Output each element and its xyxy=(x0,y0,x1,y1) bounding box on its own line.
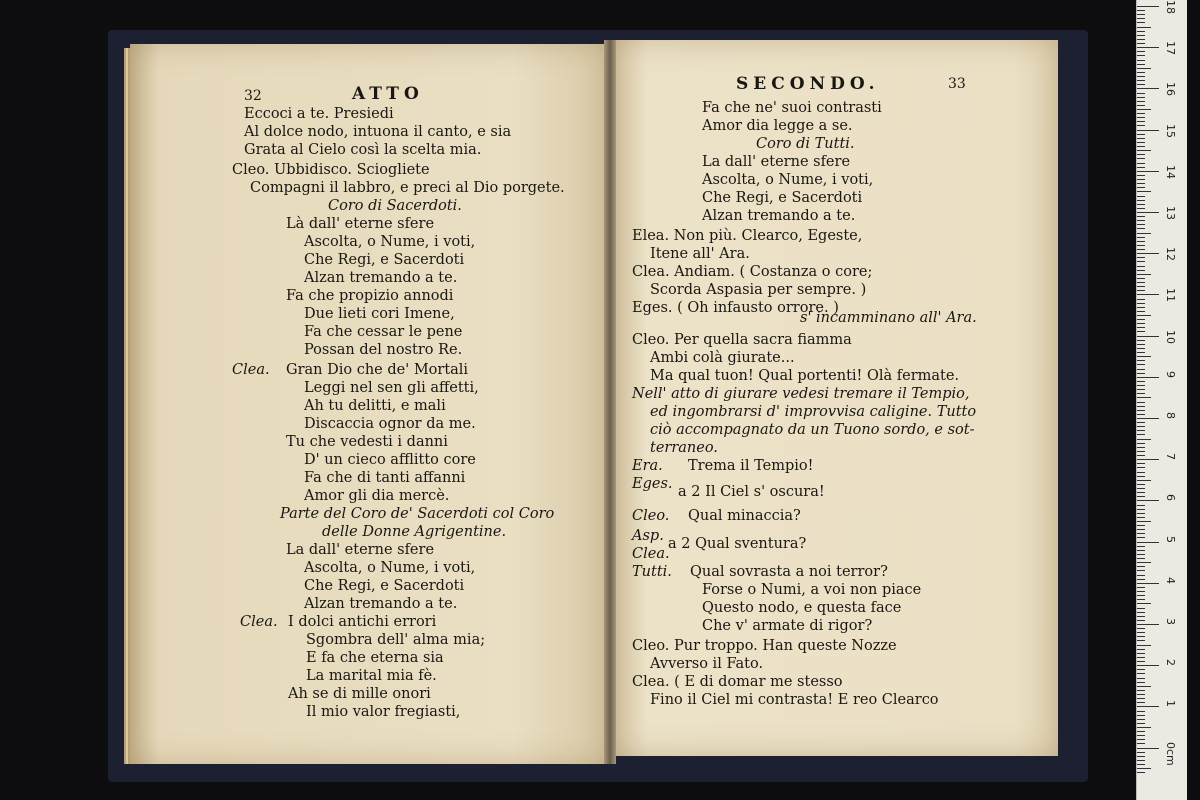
ruler-tick xyxy=(1137,422,1145,423)
ruler-tick xyxy=(1137,558,1145,559)
text-line: Scorda Aspasia per sempre. ) xyxy=(650,282,867,298)
ruler-tick xyxy=(1137,10,1145,11)
ruler-tick xyxy=(1137,426,1145,427)
ruler-tick xyxy=(1137,583,1159,584)
text-line: La dall' eterne sfere xyxy=(702,154,851,170)
ruler-tick xyxy=(1137,500,1159,501)
ruler-tick xyxy=(1137,204,1145,205)
ruler-tick xyxy=(1137,525,1145,526)
ruler-tick xyxy=(1137,187,1145,188)
ruler-tick xyxy=(1137,595,1145,596)
ruler-tick xyxy=(1137,31,1145,32)
ruler-tick xyxy=(1137,661,1145,662)
ruler-tick xyxy=(1137,389,1145,390)
ruler-tick xyxy=(1137,624,1159,625)
ruler-tick xyxy=(1137,55,1145,56)
ruler-tick xyxy=(1137,208,1145,209)
ruler-tick xyxy=(1137,669,1145,670)
ruler-tick xyxy=(1137,323,1145,324)
ruler-number: 14 xyxy=(1164,164,1177,179)
text-line: Compagni il labbro, e preci al Dio porgete. xyxy=(250,180,565,196)
ruler-tick xyxy=(1137,505,1145,506)
ruler-number: 3 xyxy=(1164,618,1177,625)
text-line: Fa che ne' suoi contrasti xyxy=(702,100,882,116)
ruler-tick xyxy=(1137,579,1145,580)
ruler-tick xyxy=(1137,393,1145,394)
ruler-tick xyxy=(1137,105,1145,106)
text-line: a 2 Il Ciel s' oscura! xyxy=(678,484,825,500)
text-line: Ma qual tuon! Qual portenti! Olà fermate. xyxy=(650,368,960,384)
ruler-tick xyxy=(1137,39,1145,40)
text-line: Tu che vedesti i danni xyxy=(286,434,448,450)
ruler-tick xyxy=(1137,488,1145,489)
ruler-tick xyxy=(1137,97,1145,98)
ruler-number: 18 xyxy=(1164,0,1177,14)
ruler-number: 2 xyxy=(1164,659,1177,667)
ruler-number: 4 xyxy=(1164,576,1177,584)
text-line: Cleo. Pur troppo. Han queste Nozze xyxy=(632,638,897,654)
text-line: Due lieti cori Imene, xyxy=(304,306,455,322)
ruler-tick xyxy=(1137,14,1145,15)
text-line: Cleo. Per quella sacra fiamma xyxy=(632,332,852,348)
text-line: Clea. Andiam. ( Costanza o core; xyxy=(632,264,873,280)
text-line: Avverso il Fato. xyxy=(650,656,764,672)
ruler-tick xyxy=(1137,130,1159,131)
ruler-tick xyxy=(1137,146,1145,147)
text-line: Forse o Numi, a voi non piace xyxy=(702,582,922,598)
ruler-tick xyxy=(1137,154,1145,155)
ruler-tick xyxy=(1137,484,1145,485)
ruler-tick xyxy=(1137,529,1145,530)
text-line: Amor dia legge a se. xyxy=(702,118,853,134)
ruler-tick xyxy=(1137,290,1145,291)
ruler-tick xyxy=(1137,723,1145,724)
ruler-tick xyxy=(1137,546,1145,547)
text-line: La dall' eterne sfere xyxy=(286,542,435,558)
text-line: delle Donne Agrigentine. xyxy=(322,524,507,540)
text-line: Qual sovrasta a noi terror? xyxy=(690,564,888,580)
ruler-tick xyxy=(1137,191,1151,192)
ruler-tick xyxy=(1137,439,1151,440)
ruler-tick xyxy=(1137,397,1151,398)
ruler-tick xyxy=(1137,224,1145,225)
ruler-tick xyxy=(1137,537,1145,538)
ruler-tick xyxy=(1137,463,1145,464)
ruler-tick xyxy=(1137,467,1145,468)
ruler-tick xyxy=(1137,331,1145,332)
ruler-tick xyxy=(1137,620,1145,621)
text-line: La marital mia fè. xyxy=(306,668,437,684)
text-line: Coro di Tutti. xyxy=(756,136,855,152)
ruler-tick xyxy=(1137,694,1145,695)
ruler-tick xyxy=(1137,18,1145,19)
ruler-tick xyxy=(1137,459,1159,460)
ruler-tick xyxy=(1137,72,1145,73)
ruler-tick xyxy=(1137,472,1145,473)
ruler-tick xyxy=(1137,261,1145,262)
text-line: Ascolta, o Nume, i voti, xyxy=(702,172,874,188)
ruler-tick xyxy=(1137,719,1145,720)
text-line: terraneo. xyxy=(650,440,718,456)
text-line: Asp. xyxy=(632,528,664,544)
ruler-tick xyxy=(1137,513,1145,514)
text-line: Eges. ( Oh infausto orrore. ) xyxy=(632,300,839,316)
ruler-tick xyxy=(1137,731,1145,732)
ruler-tick xyxy=(1137,410,1145,411)
ruler-tick xyxy=(1137,35,1145,36)
ruler-tick xyxy=(1137,216,1145,217)
ruler-tick xyxy=(1137,150,1151,151)
ruler-tick xyxy=(1137,591,1145,592)
ruler-tick xyxy=(1137,212,1159,213)
book-gutter xyxy=(604,40,616,764)
ruler-tick xyxy=(1137,385,1145,386)
ruler-tick xyxy=(1137,698,1145,699)
ruler-tick xyxy=(1137,381,1145,382)
ruler-tick xyxy=(1137,274,1151,275)
text-line: ed ingombrarsi d' improvvisa caligine. Tutto xyxy=(650,404,977,420)
ruler-tick xyxy=(1137,369,1145,370)
ruler-tick xyxy=(1137,616,1145,617)
ruler-number: 6 xyxy=(1164,494,1177,502)
text-line: Leggi nel sen gli affetti, xyxy=(304,380,479,396)
ruler-tick xyxy=(1137,125,1145,126)
ruler-tick xyxy=(1137,476,1145,477)
text-line: a 2 Qual sventura? xyxy=(668,536,807,552)
ruler-tick xyxy=(1137,406,1145,407)
text-line: Sgombra dell' alma mia; xyxy=(306,632,486,648)
text-line: Itene all' Ara. xyxy=(650,246,750,262)
text-line: Cleo. Ubbidisco. Sciogliete xyxy=(232,162,430,178)
ruler-tick xyxy=(1137,278,1145,279)
text-line: Clea. xyxy=(240,614,278,630)
ruler-tick xyxy=(1137,702,1145,703)
text-line: Là dall' eterne sfere xyxy=(286,216,435,232)
ruler-tick xyxy=(1137,673,1145,674)
ruler-tick xyxy=(1137,200,1145,201)
measurement-ruler xyxy=(1136,0,1187,800)
ruler-tick xyxy=(1137,727,1151,728)
text-line: Che Regi, e Sacerdoti xyxy=(304,252,465,268)
ruler-tick xyxy=(1137,171,1159,172)
text-line: Questo nodo, e questa face xyxy=(702,600,902,616)
ruler-tick xyxy=(1137,764,1145,765)
ruler-tick xyxy=(1137,414,1145,415)
text-line: Che v' armate di rigor? xyxy=(702,618,873,634)
ruler-tick xyxy=(1137,772,1145,773)
ruler-tick xyxy=(1137,509,1145,510)
ruler-tick xyxy=(1137,109,1151,110)
ruler-tick xyxy=(1137,665,1159,666)
ruler-tick xyxy=(1137,562,1151,563)
ruler-tick xyxy=(1137,117,1145,118)
ruler-tick xyxy=(1137,134,1145,135)
left-page-number: 32 xyxy=(244,88,262,104)
text-line: Alzan tremando a te. xyxy=(304,596,458,612)
ruler-tick xyxy=(1137,645,1151,646)
ruler-tick xyxy=(1137,678,1145,679)
ruler-tick xyxy=(1137,603,1151,604)
ruler-tick xyxy=(1137,84,1145,85)
ruler-tick xyxy=(1137,599,1145,600)
ruler-tick xyxy=(1137,27,1151,28)
ruler-tick xyxy=(1137,64,1145,65)
text-line: Fa che cessar le pene xyxy=(304,324,463,340)
ruler-tick xyxy=(1137,690,1145,691)
ruler-tick xyxy=(1137,480,1151,481)
text-line: Possan del nostro Re. xyxy=(304,342,463,358)
ruler-number: 15 xyxy=(1164,123,1177,138)
text-line: Ascolta, o Nume, i voti, xyxy=(304,234,476,250)
ruler-tick xyxy=(1137,377,1159,378)
text-line: Cleo. xyxy=(632,508,670,524)
text-line: Che Regi, e Sacerdoti xyxy=(304,578,465,594)
ruler-tick xyxy=(1137,608,1145,609)
ruler-tick xyxy=(1137,311,1145,312)
ruler-tick xyxy=(1137,163,1145,164)
ruler-tick xyxy=(1137,183,1145,184)
ruler-tick xyxy=(1137,286,1145,287)
ruler-tick xyxy=(1137,282,1145,283)
ruler-tick xyxy=(1137,434,1145,435)
ruler-tick xyxy=(1137,356,1151,357)
ruler-tick xyxy=(1137,253,1159,254)
text-line: Eccoci a te. Presiedi xyxy=(244,106,394,122)
ruler-tick xyxy=(1137,60,1145,61)
ruler-tick xyxy=(1137,76,1145,77)
ruler-tick xyxy=(1137,496,1145,497)
ruler-tick xyxy=(1137,6,1159,7)
ruler-tick xyxy=(1137,430,1145,431)
text-line: Al dolce nodo, intuona il canto, e sia xyxy=(244,124,512,140)
text-line: Il mio valor fregiasti, xyxy=(306,704,461,720)
ruler-tick xyxy=(1137,158,1145,159)
text-line: Alzan tremando a te. xyxy=(702,208,856,224)
text-line: Ah se di mille onori xyxy=(288,686,431,702)
ruler-tick xyxy=(1137,220,1145,221)
ruler-tick xyxy=(1137,352,1145,353)
ruler-tick xyxy=(1137,344,1145,345)
text-line: Trema il Tempio! xyxy=(688,458,814,474)
ruler-tick xyxy=(1137,266,1145,267)
ruler-tick xyxy=(1137,88,1159,89)
text-line: Clea. xyxy=(632,546,670,562)
ruler-tick xyxy=(1137,22,1145,23)
ruler-tick xyxy=(1137,142,1145,143)
ruler-number: 0cm xyxy=(1164,741,1177,766)
text-line: Eges. xyxy=(632,476,673,492)
text-line: Clea. ( E di domar me stesso xyxy=(632,674,843,690)
ruler-tick xyxy=(1137,167,1145,168)
ruler-tick xyxy=(1137,121,1145,122)
ruler-tick xyxy=(1137,340,1145,341)
ruler-tick xyxy=(1137,649,1145,650)
ruler-tick xyxy=(1137,455,1145,456)
text-line: Alzan tremando a te. xyxy=(304,270,458,286)
ruler-number: 12 xyxy=(1164,247,1177,262)
ruler-tick xyxy=(1137,233,1151,234)
ruler-tick xyxy=(1137,348,1145,349)
text-line: Ah tu delitti, e mali xyxy=(304,398,446,414)
ruler-tick xyxy=(1137,179,1145,180)
ruler-tick xyxy=(1137,47,1159,48)
ruler-tick xyxy=(1137,653,1145,654)
ruler-number: 1 xyxy=(1164,700,1177,708)
ruler-tick xyxy=(1137,492,1145,493)
text-line: Fa che di tanti affanni xyxy=(304,470,466,486)
ruler-tick xyxy=(1137,657,1145,658)
text-line: Fa che propizio annodi xyxy=(286,288,454,304)
ruler-tick xyxy=(1137,402,1145,403)
ruler-tick xyxy=(1137,257,1145,258)
text-line: Grata al Cielo così la scelta mia. xyxy=(244,142,482,158)
ruler-tick xyxy=(1137,768,1151,769)
ruler-tick xyxy=(1137,735,1145,736)
text-line: Clea. xyxy=(232,362,270,378)
ruler-tick xyxy=(1137,307,1145,308)
ruler-number: 13 xyxy=(1164,206,1177,220)
text-line: Fino il Ciel mi contrasta! E reo Clearco xyxy=(650,692,939,708)
ruler-tick xyxy=(1137,628,1145,629)
ruler-tick xyxy=(1137,706,1159,707)
ruler-tick xyxy=(1137,517,1145,518)
text-line: s' incamminano all' Ara. xyxy=(800,310,977,326)
ruler-number: 5 xyxy=(1164,535,1177,543)
ruler-tick xyxy=(1137,68,1151,69)
ruler-tick xyxy=(1137,566,1145,567)
ruler-number: 7 xyxy=(1164,453,1177,461)
ruler-tick xyxy=(1137,327,1145,328)
ruler-tick xyxy=(1137,739,1145,740)
text-line: Gran Dio che de' Mortali xyxy=(286,362,469,378)
text-line: Ascolta, o Nume, i voti, xyxy=(304,560,476,576)
ruler-tick xyxy=(1137,241,1145,242)
text-line: Elea. Non più. Clearco, Egeste, xyxy=(632,228,863,244)
ruler-tick xyxy=(1137,336,1159,337)
right-page-number: 33 xyxy=(948,76,966,92)
ruler-tick xyxy=(1137,443,1145,444)
text-line: Discaccia ognor da me. xyxy=(304,416,476,432)
ruler-tick xyxy=(1137,447,1145,448)
ruler-tick xyxy=(1137,748,1159,749)
ruler-tick xyxy=(1137,612,1145,613)
ruler-tick xyxy=(1137,51,1145,52)
ruler-tick xyxy=(1137,521,1151,522)
ruler-tick xyxy=(1137,550,1145,551)
ruler-tick xyxy=(1137,364,1145,365)
ruler-tick xyxy=(1137,270,1145,271)
ruler-tick xyxy=(1137,636,1145,637)
ruler-tick xyxy=(1137,113,1145,114)
ruler-tick xyxy=(1137,554,1145,555)
ruler-number: 9 xyxy=(1164,370,1177,378)
ruler-tick xyxy=(1137,319,1145,320)
text-line: ciò accompagnato da un Tuono sordo, e sot- xyxy=(650,422,975,438)
ruler-tick xyxy=(1137,575,1145,576)
text-line: Tutti. xyxy=(632,564,672,580)
ruler-tick xyxy=(1137,418,1159,419)
ruler-tick xyxy=(1137,175,1145,176)
text-line: I dolci antichi errori xyxy=(288,614,437,630)
right-page-header: SECONDO. xyxy=(736,74,880,94)
ruler-tick xyxy=(1137,228,1145,229)
text-line: Che Regi, e Sacerdoti xyxy=(702,190,863,206)
ruler-tick xyxy=(1137,196,1145,197)
ruler-tick xyxy=(1137,315,1151,316)
ruler-tick xyxy=(1137,101,1145,102)
ruler-tick xyxy=(1137,743,1145,744)
ruler-tick xyxy=(1137,237,1145,238)
ruler-tick xyxy=(1137,245,1145,246)
ruler-number: 11 xyxy=(1164,288,1177,303)
ruler-tick xyxy=(1137,686,1151,687)
ruler-tick xyxy=(1137,80,1145,81)
ruler-tick xyxy=(1137,533,1145,534)
ruler-tick xyxy=(1137,711,1145,712)
ruler-tick xyxy=(1137,760,1145,761)
ruler-tick xyxy=(1137,451,1145,452)
ruler-tick xyxy=(1137,752,1145,753)
ruler-tick xyxy=(1137,632,1145,633)
ruler-tick xyxy=(1137,299,1145,300)
text-line: Era. xyxy=(632,458,663,474)
ruler-tick xyxy=(1137,542,1159,543)
text-line: Amor gli dia mercè. xyxy=(304,488,450,504)
ruler-tick xyxy=(1137,294,1159,295)
text-line: Nell' atto di giurare vedesi tremare il Tempio, xyxy=(632,386,970,402)
ruler-tick xyxy=(1137,93,1145,94)
ruler-tick xyxy=(1137,360,1145,361)
ruler-tick xyxy=(1137,570,1145,571)
left-page-header: ATTO xyxy=(352,84,424,104)
ruler-tick xyxy=(1137,756,1145,757)
text-line: D' un cieco afflitto core xyxy=(304,452,476,468)
ruler-tick xyxy=(1137,715,1145,716)
ruler-number: 8 xyxy=(1164,412,1177,419)
text-line: Ambi colà giurate... xyxy=(650,350,795,366)
text-line: Parte del Coro de' Sacerdoti col Coro xyxy=(280,506,555,522)
ruler-tick xyxy=(1137,373,1145,374)
ruler-tick xyxy=(1137,303,1145,304)
text-line: E fa che eterna sia xyxy=(306,650,444,666)
ruler-number: 16 xyxy=(1164,82,1177,97)
ruler-tick xyxy=(1137,249,1145,250)
ruler-tick xyxy=(1137,640,1145,641)
text-line: Coro di Sacerdoti. xyxy=(328,198,462,214)
ruler-number: 17 xyxy=(1164,41,1177,56)
ruler-tick xyxy=(1137,138,1145,139)
text-line: Qual minaccia? xyxy=(688,508,801,524)
ruler-tick xyxy=(1137,43,1145,44)
ruler-tick xyxy=(1137,682,1145,683)
ruler-number: 10 xyxy=(1164,329,1177,344)
ruler-tick xyxy=(1137,587,1145,588)
